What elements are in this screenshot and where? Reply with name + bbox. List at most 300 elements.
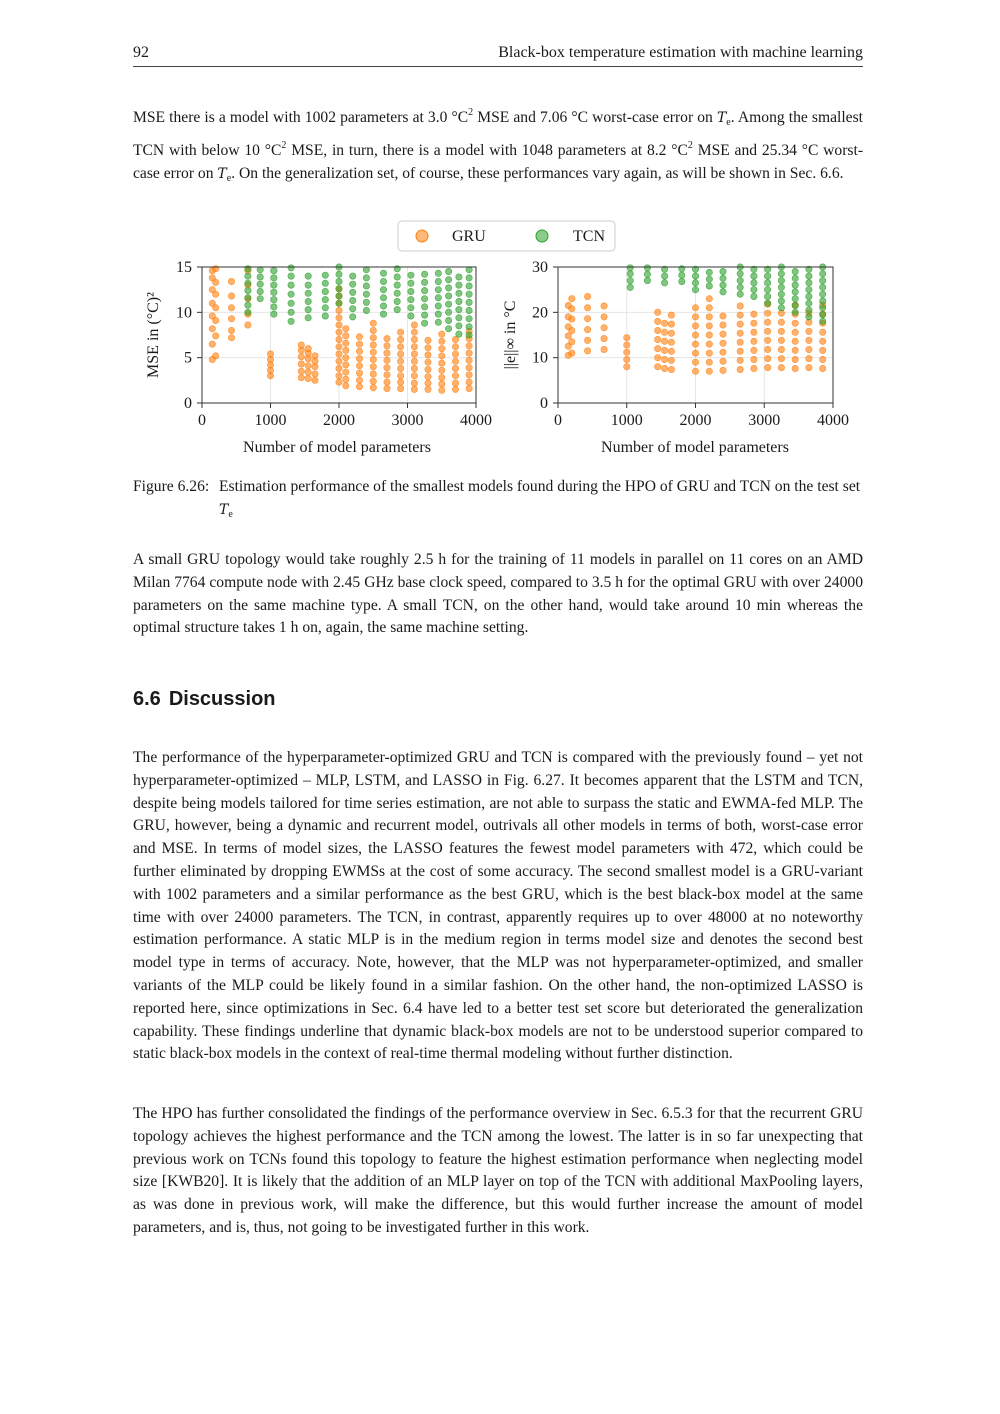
mse-point-tcn — [245, 280, 251, 286]
mse-y-axis-label: MSE in (°C)² — [145, 292, 162, 378]
legend-tcn-marker — [536, 230, 548, 242]
mse-y-tick-label: 15 — [176, 259, 192, 276]
mse-point-gru — [397, 373, 403, 379]
worst-case-point-gru — [655, 355, 661, 361]
page-header — [133, 42, 863, 67]
worst-case-point-gru — [569, 327, 575, 333]
mse-point-gru — [425, 345, 431, 351]
worst-case-x-tick-label: 1000 — [610, 412, 643, 429]
mse-point-tcn — [305, 290, 311, 296]
worst-case-point-gru — [584, 348, 590, 354]
caption-label: Figure 6.26: — [133, 478, 210, 495]
legend-gru-marker — [416, 230, 428, 242]
worst-case-point-tcn — [692, 273, 698, 279]
mse-point-tcn — [271, 289, 277, 295]
mse-point-gru — [439, 387, 445, 393]
mse-point-tcn — [380, 303, 386, 309]
mse-point-gru — [245, 322, 251, 328]
mse-point-tcn — [421, 296, 427, 302]
mse-point-gru — [228, 335, 234, 341]
mse-point-gru — [312, 377, 318, 383]
worst-case-point-gru — [792, 338, 798, 344]
legend — [398, 221, 615, 251]
mse-point-tcn — [271, 311, 277, 317]
worst-case-point-gru — [601, 303, 607, 309]
mse-point-tcn — [456, 323, 462, 329]
mse-point-gru — [397, 385, 403, 391]
mse-point-gru — [343, 333, 349, 339]
mse-point-gru — [411, 365, 417, 371]
mse-point-gru — [411, 373, 417, 379]
worst-case-point-gru — [706, 368, 712, 374]
mse-point-gru — [370, 378, 376, 384]
mse-point-tcn — [435, 295, 441, 301]
worst-case-point-gru — [584, 326, 590, 332]
worst-case-point-tcn — [765, 273, 771, 279]
figure-6-26 — [130, 215, 870, 465]
worst-case-point-gru — [601, 325, 607, 331]
mse-point-tcn — [288, 300, 294, 306]
mse-point-tcn — [466, 299, 472, 305]
discussion-paragraph-1: The performance of the hyperparameter-optimized GRU and TCN is compared with the previously found – yet not hyperparameter-optimized – MLP, LSTM, and LASSO in Fig. 6.27. It becomes apparent that the LSTM and TCN, despite being models tailored for time series estimation, are not able to surpass the static and EWMA-fed MLP. The GRU, however, being a dynamic and recurrent model, outrivals all other models in terms of both, worst-case error and MSE. In terms of model sizes, the LASSO features the fewest model parameters with 472, which could be further eliminated by dropping EWMSs at the cost of some accuracy. The second smallest model is a GRU-variant with 1002 parameters and a similar performance as the best GRU, which is the best black-box model at the same time with over 24000 parameters. The TCN, in contrast, apparently requires up to over 48000 at no noteworthy estimation performance. A static MLP is in the medium region in terms model size and denotes the second best model type in terms of accuracy. Note, however, that the MLP was not hyperparameter-optimized, and smaller variants of the MLP could be likely found in a similar fashion. On the other hand, the non-optimized LASSO is reported here, since optimizations in Sec. 6.4 have led to a better test set score but deteriorated the generalization capability. These findings underline that dynamic black-box models are not to be understood superior compared to static black-box models in the context of real-time thermal modeling without further distinction. — [133, 749, 863, 1063]
worst-case-point-tcn — [820, 277, 826, 283]
worst-case-point-gru — [584, 316, 590, 322]
mse-point-gru — [439, 338, 445, 344]
mse-point-gru — [397, 344, 403, 350]
mse-point-gru — [343, 376, 349, 382]
worst-case-point-gru — [820, 365, 826, 371]
mse-point-tcn — [288, 291, 294, 297]
worst-case-point-gru — [706, 359, 712, 365]
worst-case-point-tcn — [751, 293, 757, 299]
mse-point-tcn — [394, 274, 400, 280]
mse-x-tick-label: 2000 — [323, 412, 355, 429]
worst-case-y-tick-label: 0 — [540, 395, 548, 412]
mse-point-gru — [305, 345, 311, 351]
mse-x-tick-label: 4000 — [460, 412, 492, 429]
mse-point-tcn — [466, 316, 472, 322]
mse-point-tcn — [408, 272, 414, 278]
worst-case-point-gru — [792, 356, 798, 362]
mse-point-tcn — [456, 331, 462, 337]
worst-case-point-gru — [820, 338, 826, 344]
mse-point-gru — [384, 364, 390, 370]
worst-case-point-tcn — [806, 307, 812, 313]
worst-case-point-gru — [661, 347, 667, 353]
mse-point-gru — [343, 369, 349, 375]
worst-case-point-gru — [737, 339, 743, 345]
mse-point-gru — [466, 385, 472, 391]
mse-point-tcn — [445, 326, 451, 332]
running-title: Black-box temperature estimation with machine learning — [498, 44, 863, 61]
worst-case-point-gru — [792, 329, 798, 335]
worst-case-point-tcn — [627, 284, 633, 290]
mse-point-tcn — [421, 279, 427, 285]
worst-case-point-tcn — [806, 280, 812, 286]
mse-points — [209, 264, 472, 394]
worst-case-point-gru — [706, 332, 712, 338]
mse-point-gru — [425, 366, 431, 372]
squared-superscript: 2 — [687, 139, 693, 151]
mse-point-tcn — [257, 281, 263, 287]
worst-case-point-gru — [806, 364, 812, 370]
worst-case-point-tcn — [692, 280, 698, 286]
worst-case-point-tcn — [778, 284, 784, 290]
worst-case-point-gru — [584, 337, 590, 343]
mse-point-gru — [425, 352, 431, 358]
worst-case-point-tcn — [706, 283, 712, 289]
worst-case-point-gru — [569, 306, 575, 312]
worst-case-point-gru — [655, 364, 661, 370]
worst-case-point-gru — [569, 339, 575, 345]
worst-case-point-gru — [765, 319, 771, 325]
worst-case-point-gru — [706, 350, 712, 356]
worst-case-point-tcn — [737, 277, 743, 283]
mse-point-tcn — [445, 285, 451, 291]
mse-point-tcn — [421, 287, 427, 293]
mse-plot — [145, 259, 492, 456]
mse-point-tcn — [336, 278, 342, 284]
mse-point-gru — [228, 316, 234, 322]
mse-point-gru — [384, 350, 390, 356]
mse-point-tcn — [257, 274, 263, 280]
legend-gru-label: GRU — [452, 228, 486, 245]
mse-point-tcn — [322, 305, 328, 311]
mse-point-tcn — [435, 270, 441, 276]
worst-case-point-gru — [778, 328, 784, 334]
worst-case-y-tick-label: 30 — [532, 259, 548, 276]
mse-point-tcn — [288, 273, 294, 279]
squared-superscript: 2 — [281, 139, 287, 151]
worst-case-point-tcn — [792, 302, 798, 308]
worst-case-point-tcn — [627, 271, 633, 277]
mse-point-tcn — [435, 287, 441, 293]
mse-point-tcn — [305, 273, 311, 279]
mse-point-tcn — [466, 283, 472, 289]
mse-point-gru — [397, 351, 403, 357]
mse-point-gru — [312, 371, 318, 377]
worst-case-point-tcn — [820, 291, 826, 297]
worst-case-point-tcn — [706, 276, 712, 282]
mse-point-tcn — [363, 275, 369, 281]
mse-point-tcn — [350, 306, 356, 312]
mse-point-tcn — [288, 318, 294, 324]
mse-point-gru — [336, 358, 342, 364]
worst-case-point-gru — [765, 355, 771, 361]
mse-point-tcn — [350, 297, 356, 303]
worst-case-point-tcn — [751, 287, 757, 293]
worst-case-point-gru — [692, 332, 698, 338]
mse-point-gru — [370, 342, 376, 348]
mse-point-tcn — [456, 298, 462, 304]
mse-point-gru — [213, 305, 219, 311]
worst-case-point-gru — [751, 356, 757, 362]
mse-y-tick-label: 10 — [176, 304, 192, 322]
mse-point-tcn — [245, 295, 251, 301]
mse-point-gru — [439, 360, 445, 366]
mse-point-gru — [384, 379, 390, 385]
mse-point-gru — [370, 349, 376, 355]
mse-point-tcn — [322, 296, 328, 302]
mse-point-tcn — [380, 311, 386, 317]
mse-point-gru — [228, 327, 234, 333]
mse-point-gru — [356, 363, 362, 369]
mse-point-tcn — [466, 275, 472, 281]
mse-point-tcn — [466, 291, 472, 297]
mse-point-gru — [305, 369, 311, 375]
worst-case-point-gru — [737, 357, 743, 363]
worst-case-point-tcn — [778, 271, 784, 277]
mse-point-gru — [213, 317, 219, 323]
worst-case-point-tcn — [806, 293, 812, 299]
mse-point-gru — [213, 353, 219, 359]
worst-case-point-gru — [720, 349, 726, 355]
worst-case-point-gru — [737, 366, 743, 372]
mse-point-gru — [439, 381, 445, 387]
mse-point-tcn — [245, 302, 251, 308]
squared-superscript: 2 — [468, 107, 474, 118]
mse-point-gru — [411, 351, 417, 357]
worst-case-point-gru — [706, 296, 712, 302]
discussion-paragraph-2: The HPO has further consolidated the findings of the performance overview in Sec. 6.5.3 for that the recurrent GRU topology achieves the highest performance and the TCN among the lowest. The latter is in so far unexpecting that previous work on TCNs found this topology to feature the highest estimation performance when neglecting model size [KWB20]. It is likely that the addition of an MLP layer on top of the TCN with additional MaxPooling layers, as was done in previous work, will make the difference, but this would further increase the amount of model parameters, and is, thus, not going to be investigated further in this work. — [133, 1105, 863, 1236]
mse-point-gru — [336, 344, 342, 350]
mse-point-tcn — [350, 281, 356, 287]
worst-case-point-tcn — [720, 268, 726, 274]
mse-point-tcn — [456, 290, 462, 296]
mse-point-tcn — [445, 309, 451, 315]
worst-case-point-tcn — [806, 314, 812, 320]
mse-point-tcn — [350, 289, 356, 295]
mse-point-gru — [209, 326, 215, 332]
worst-case-point-gru — [661, 356, 667, 362]
worst-case-point-gru — [720, 340, 726, 346]
mse-point-tcn — [380, 278, 386, 284]
worst-case-point-gru — [778, 355, 784, 361]
mse-point-gru — [384, 343, 390, 349]
mse-point-tcn — [363, 299, 369, 305]
worst-case-point-gru — [624, 335, 630, 341]
mse-point-gru — [228, 293, 234, 299]
mse-point-tcn — [288, 309, 294, 315]
worst-case-point-gru — [792, 347, 798, 353]
mse-point-gru — [213, 333, 219, 339]
mse-point-gru — [425, 386, 431, 392]
mse-point-gru — [411, 344, 417, 350]
mse-point-gru — [343, 355, 349, 361]
mse-point-gru — [411, 386, 417, 392]
worst-case-point-gru — [737, 348, 743, 354]
worst-case-point-gru — [584, 305, 590, 311]
mse-point-gru — [384, 357, 390, 363]
mse-point-tcn — [421, 320, 427, 326]
worst-case-point-gru — [692, 359, 698, 365]
mse-point-tcn — [336, 293, 342, 299]
worst-case-point-tcn — [792, 282, 798, 288]
mse-point-gru — [336, 329, 342, 335]
worst-case-point-tcn — [737, 284, 743, 290]
mse-point-gru — [343, 347, 349, 353]
worst-case-point-gru — [706, 305, 712, 311]
worst-case-point-gru — [624, 342, 630, 348]
worst-case-point-tcn — [627, 265, 633, 271]
worst-case-point-gru — [751, 365, 757, 371]
mse-point-gru — [343, 362, 349, 368]
worst-case-point-tcn — [778, 298, 784, 304]
mse-point-gru — [343, 383, 349, 389]
mse-point-gru — [411, 380, 417, 386]
mse-point-gru — [356, 355, 362, 361]
worst-case-x-axis-label: Number of model parameters — [601, 439, 789, 456]
section-heading — [133, 688, 276, 711]
training-time-paragraph: A small GRU topology would take roughly 2.5 h for the training of 11 models in parallel on 11 cores on an AMD Milan 7764 compute node with 2.45 GHz base clock speed, compared to 3.5 h for the optimal GRU with over 24000 parameters on the same machine type. A small TCN, on the other hand, would take around 10 min whereas the optimal structure takes 1 h on, again, the same machine setting. — [133, 551, 863, 637]
worst-case-point-gru — [569, 296, 575, 302]
mse-point-gru — [298, 361, 304, 367]
worst-case-point-gru — [751, 320, 757, 326]
mse-point-gru — [305, 375, 311, 381]
worst-case-point-tcn — [792, 309, 798, 315]
mse-point-gru — [370, 364, 376, 370]
intro-paragraph — [133, 102, 863, 190]
mse-point-gru — [452, 351, 458, 357]
worst-case-point-gru — [624, 364, 630, 370]
mse-point-gru — [397, 379, 403, 385]
worst-case-point-gru — [661, 365, 667, 371]
worst-case-y-tick-label: 10 — [532, 349, 548, 367]
mse-point-tcn — [322, 313, 328, 319]
worst-case-point-tcn — [792, 268, 798, 274]
mse-point-tcn — [305, 306, 311, 312]
mse-point-gru — [466, 343, 472, 349]
mse-point-tcn — [408, 280, 414, 286]
worst-case-point-tcn — [679, 272, 685, 278]
mse-point-gru — [397, 336, 403, 342]
worst-case-point-gru — [720, 331, 726, 337]
mse-point-gru — [411, 329, 417, 335]
mse-point-tcn — [435, 311, 441, 317]
mse-point-gru — [384, 372, 390, 378]
worst-case-point-gru — [751, 338, 757, 344]
worst-case-point-tcn — [778, 291, 784, 297]
mse-point-tcn — [271, 296, 277, 302]
mse-point-tcn — [394, 298, 400, 304]
mse-point-gru — [452, 358, 458, 364]
mse-point-tcn — [271, 282, 277, 288]
worst-case-point-tcn — [820, 284, 826, 290]
mse-point-gru — [397, 329, 403, 335]
mse-point-gru — [336, 315, 342, 321]
worst-case-point-gru — [792, 365, 798, 371]
mse-point-tcn — [288, 282, 294, 288]
worst-case-point-gru — [778, 346, 784, 352]
mse-point-tcn — [445, 293, 451, 299]
mse-point-tcn — [408, 305, 414, 311]
worst-case-x-tick-label: 0 — [554, 412, 562, 429]
mse-point-tcn — [257, 288, 263, 294]
worst-case-point-tcn — [661, 273, 667, 279]
mse-point-gru — [213, 279, 219, 285]
mse-point-tcn — [445, 277, 451, 283]
mse-point-tcn — [350, 273, 356, 279]
worst-case-point-gru — [655, 309, 661, 315]
worst-case-point-gru — [751, 311, 757, 317]
mse-point-gru — [356, 341, 362, 347]
mse-point-tcn — [305, 298, 311, 304]
worst-case-point-gru — [692, 368, 698, 374]
mse-point-gru — [213, 291, 219, 297]
legend-tcn-label: TCN — [573, 228, 605, 245]
worst-case-point-gru — [751, 347, 757, 353]
mse-point-tcn — [421, 312, 427, 318]
worst-case-point-gru — [569, 316, 575, 322]
test-set-subscript: e — [726, 117, 731, 128]
test-set-symbol: T — [716, 110, 727, 126]
mse-point-tcn — [408, 288, 414, 294]
worst-case-point-tcn — [644, 277, 650, 283]
worst-case-point-tcn — [765, 293, 771, 299]
worst-case-point-gru — [668, 357, 674, 363]
mse-point-tcn — [394, 282, 400, 288]
worst-case-point-gru — [661, 329, 667, 335]
mse-point-gru — [336, 351, 342, 357]
worst-case-point-gru — [737, 303, 743, 309]
worst-case-point-gru — [806, 346, 812, 352]
worst-case-point-tcn — [792, 296, 798, 302]
mse-y-tick-label: 0 — [184, 395, 192, 412]
mse-point-tcn — [394, 290, 400, 296]
mse-point-gru — [298, 368, 304, 374]
worst-case-point-tcn — [737, 291, 743, 297]
page-number: 92 — [133, 44, 149, 61]
mse-point-tcn — [363, 307, 369, 313]
mse-point-gru — [397, 358, 403, 364]
worst-case-point-gru — [655, 345, 661, 351]
worst-case-point-gru — [624, 356, 630, 362]
figure-caption — [133, 476, 863, 527]
mse-point-gru — [425, 380, 431, 386]
mse-x-tick-label: 1000 — [254, 412, 287, 429]
mse-point-gru — [356, 334, 362, 340]
mse-point-tcn — [271, 275, 277, 281]
mse-point-gru — [298, 374, 304, 380]
mse-point-gru — [336, 373, 342, 379]
worst-case-point-gru — [692, 341, 698, 347]
mse-point-gru — [343, 340, 349, 346]
mse-point-tcn — [245, 273, 251, 279]
intro-s6: . On the generalization set, of course, these performances vary again, as will be shown in Sec. 6.6. — [231, 164, 844, 182]
mse-point-gru — [466, 379, 472, 385]
mse-point-gru — [370, 335, 376, 341]
mse-point-tcn — [466, 307, 472, 313]
mse-point-gru — [370, 320, 376, 326]
worst-case-point-gru — [655, 318, 661, 324]
intro-s3: . Among the smallest TCN with below 10 °C — [133, 109, 864, 159]
worst-case-point-gru — [601, 346, 607, 352]
worst-case-point-gru — [668, 330, 674, 336]
worst-case-point-gru — [820, 347, 826, 353]
worst-case-point-gru — [778, 319, 784, 325]
worst-case-point-tcn — [778, 305, 784, 311]
mse-point-tcn — [271, 304, 277, 310]
worst-case-point-gru — [720, 358, 726, 364]
mse-point-gru — [336, 322, 342, 328]
mse-point-tcn — [305, 282, 311, 288]
worst-case-point-tcn — [820, 305, 826, 311]
worst-case-point-tcn — [751, 280, 757, 286]
worst-case-point-gru — [806, 337, 812, 343]
worst-case-point-tcn — [720, 289, 726, 295]
worst-case-point-gru — [792, 320, 798, 326]
mse-point-tcn — [435, 303, 441, 309]
